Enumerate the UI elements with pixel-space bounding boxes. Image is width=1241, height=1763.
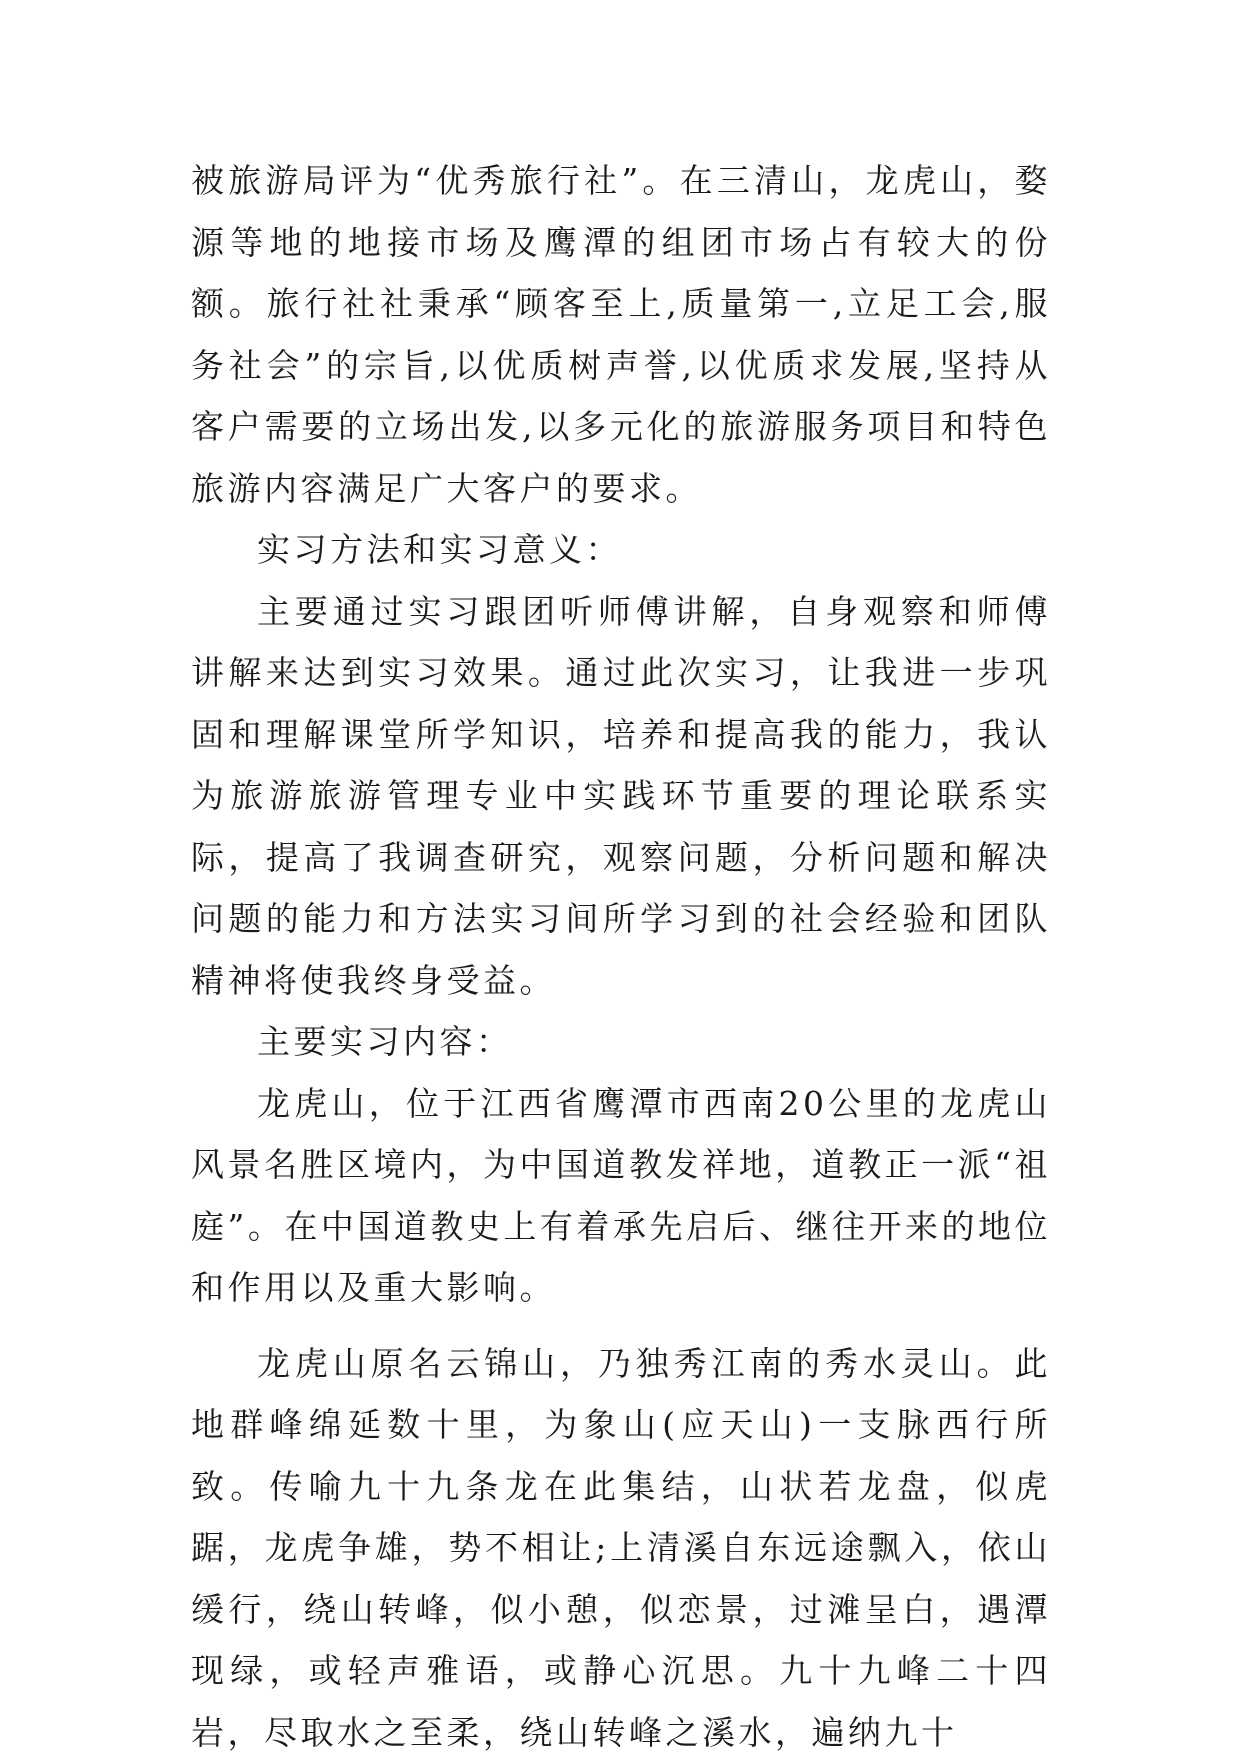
document-body	[191, 150, 1051, 1763]
paragraph-longhushan-intro: 龙虎山，位于江西省鹰潭市西南20公里的龙虎山风景名胜区境内，为中国道教发祥地，道教正一派“祖庭”。在中国道教史上有着承先启后、继往开来的地位和作用以及重大影响。	[191, 1073, 1051, 1319]
paragraph-intro-continued: 被旅游局评为“优秀旅行社”。在三清山，龙虎山，婺源等地的地接市场及鹰潭的组团市场占有较大的份额。旅行社社秉承“顾客至上,质量第一,立足工会,服务社会”的宗旨,以优质树声誉,以优质求发展,坚持从客户需要的立场出发,以多元化的旅游服务项目和特色旅游内容满足广大客户的要求。	[191, 150, 1051, 519]
heading-methods: 实习方法和实习意义：	[191, 519, 1051, 581]
paragraph-longhushan-history: 龙虎山原名云锦山，乃独秀江南的秀水灵山。此地群峰绵延数十里，为象山(应天山)一支脉西行所致。传喻九十九条龙在此集结，山状若龙盘，似虎踞，龙虎争雄，势不相让;上清溪自东远途飘入，依山缓行，绕山转峰，似小憩，似恋景，过滩呈白，遇潭现绿，或轻声雅语，或静心沉思。九十九峰二十四岩，尽取水之至柔，绕山转峰之溪水，遍纳九十	[191, 1333, 1051, 1763]
paragraph-methods: 主要通过实习跟团听师傅讲解，自身观察和师傅讲解来达到实习效果。通过此次实习，让我进一步巩固和理解课堂所学知识，培养和提高我的能力，我认为旅游旅游管理专业中实践环节重要的理论联系实际，提高了我调查研究，观察问题，分析问题和解决问题的能力和方法实习间所学习到的社会经验和团队精神将使我终身受益。	[191, 581, 1051, 1012]
heading-main-content: 主要实习内容：	[191, 1011, 1051, 1073]
